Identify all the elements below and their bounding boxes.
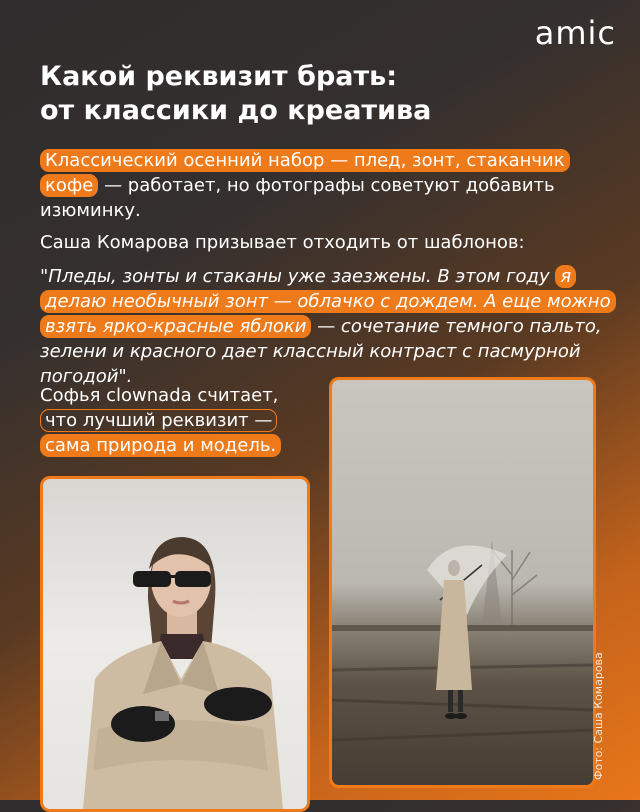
intro-paragraph <box>40 148 580 223</box>
title-line-2: от классики до креатива <box>40 95 432 126</box>
quote-end: — сочетание темного пальто, зелени и красного дает классный контраст с пасмурной погодой". <box>40 316 602 387</box>
intro-highlight: Классический осенний набор — плед, зонт, стаканчик кофе <box>40 149 570 197</box>
clownada-highlight-fill: сама природа и модель. <box>40 434 281 457</box>
portrait-illustration <box>43 479 307 809</box>
title-line-1: Какой реквизит брать: <box>40 61 398 92</box>
komarova-intro: Саша Комарова призывает отходить от шаблонов: <box>40 232 525 253</box>
clownada-start: Софья clownada считает, <box>40 385 279 406</box>
field-photo <box>329 377 596 788</box>
page-title <box>40 60 510 128</box>
quote-highlight: я делаю необычный зонт — облачко с дождем. А еще можно взять ярко-красные яблоки <box>40 265 616 338</box>
clownada-highlight-outline: что лучший реквизит — <box>40 409 277 432</box>
intro-rest: — работает, но фотографы советуют добавить изюминку. <box>40 175 555 221</box>
clownada-paragraph <box>40 383 300 458</box>
portrait-photo <box>40 476 310 812</box>
amic-logo[interactable]: amic <box>534 14 616 52</box>
photo-credit: Фото: Саша Комарова <box>592 652 605 780</box>
quote-start: "Пледы, зонты и стаканы уже заезжены. В этом году <box>40 266 556 287</box>
komarova-quote <box>40 264 620 389</box>
field-illustration <box>332 380 593 785</box>
